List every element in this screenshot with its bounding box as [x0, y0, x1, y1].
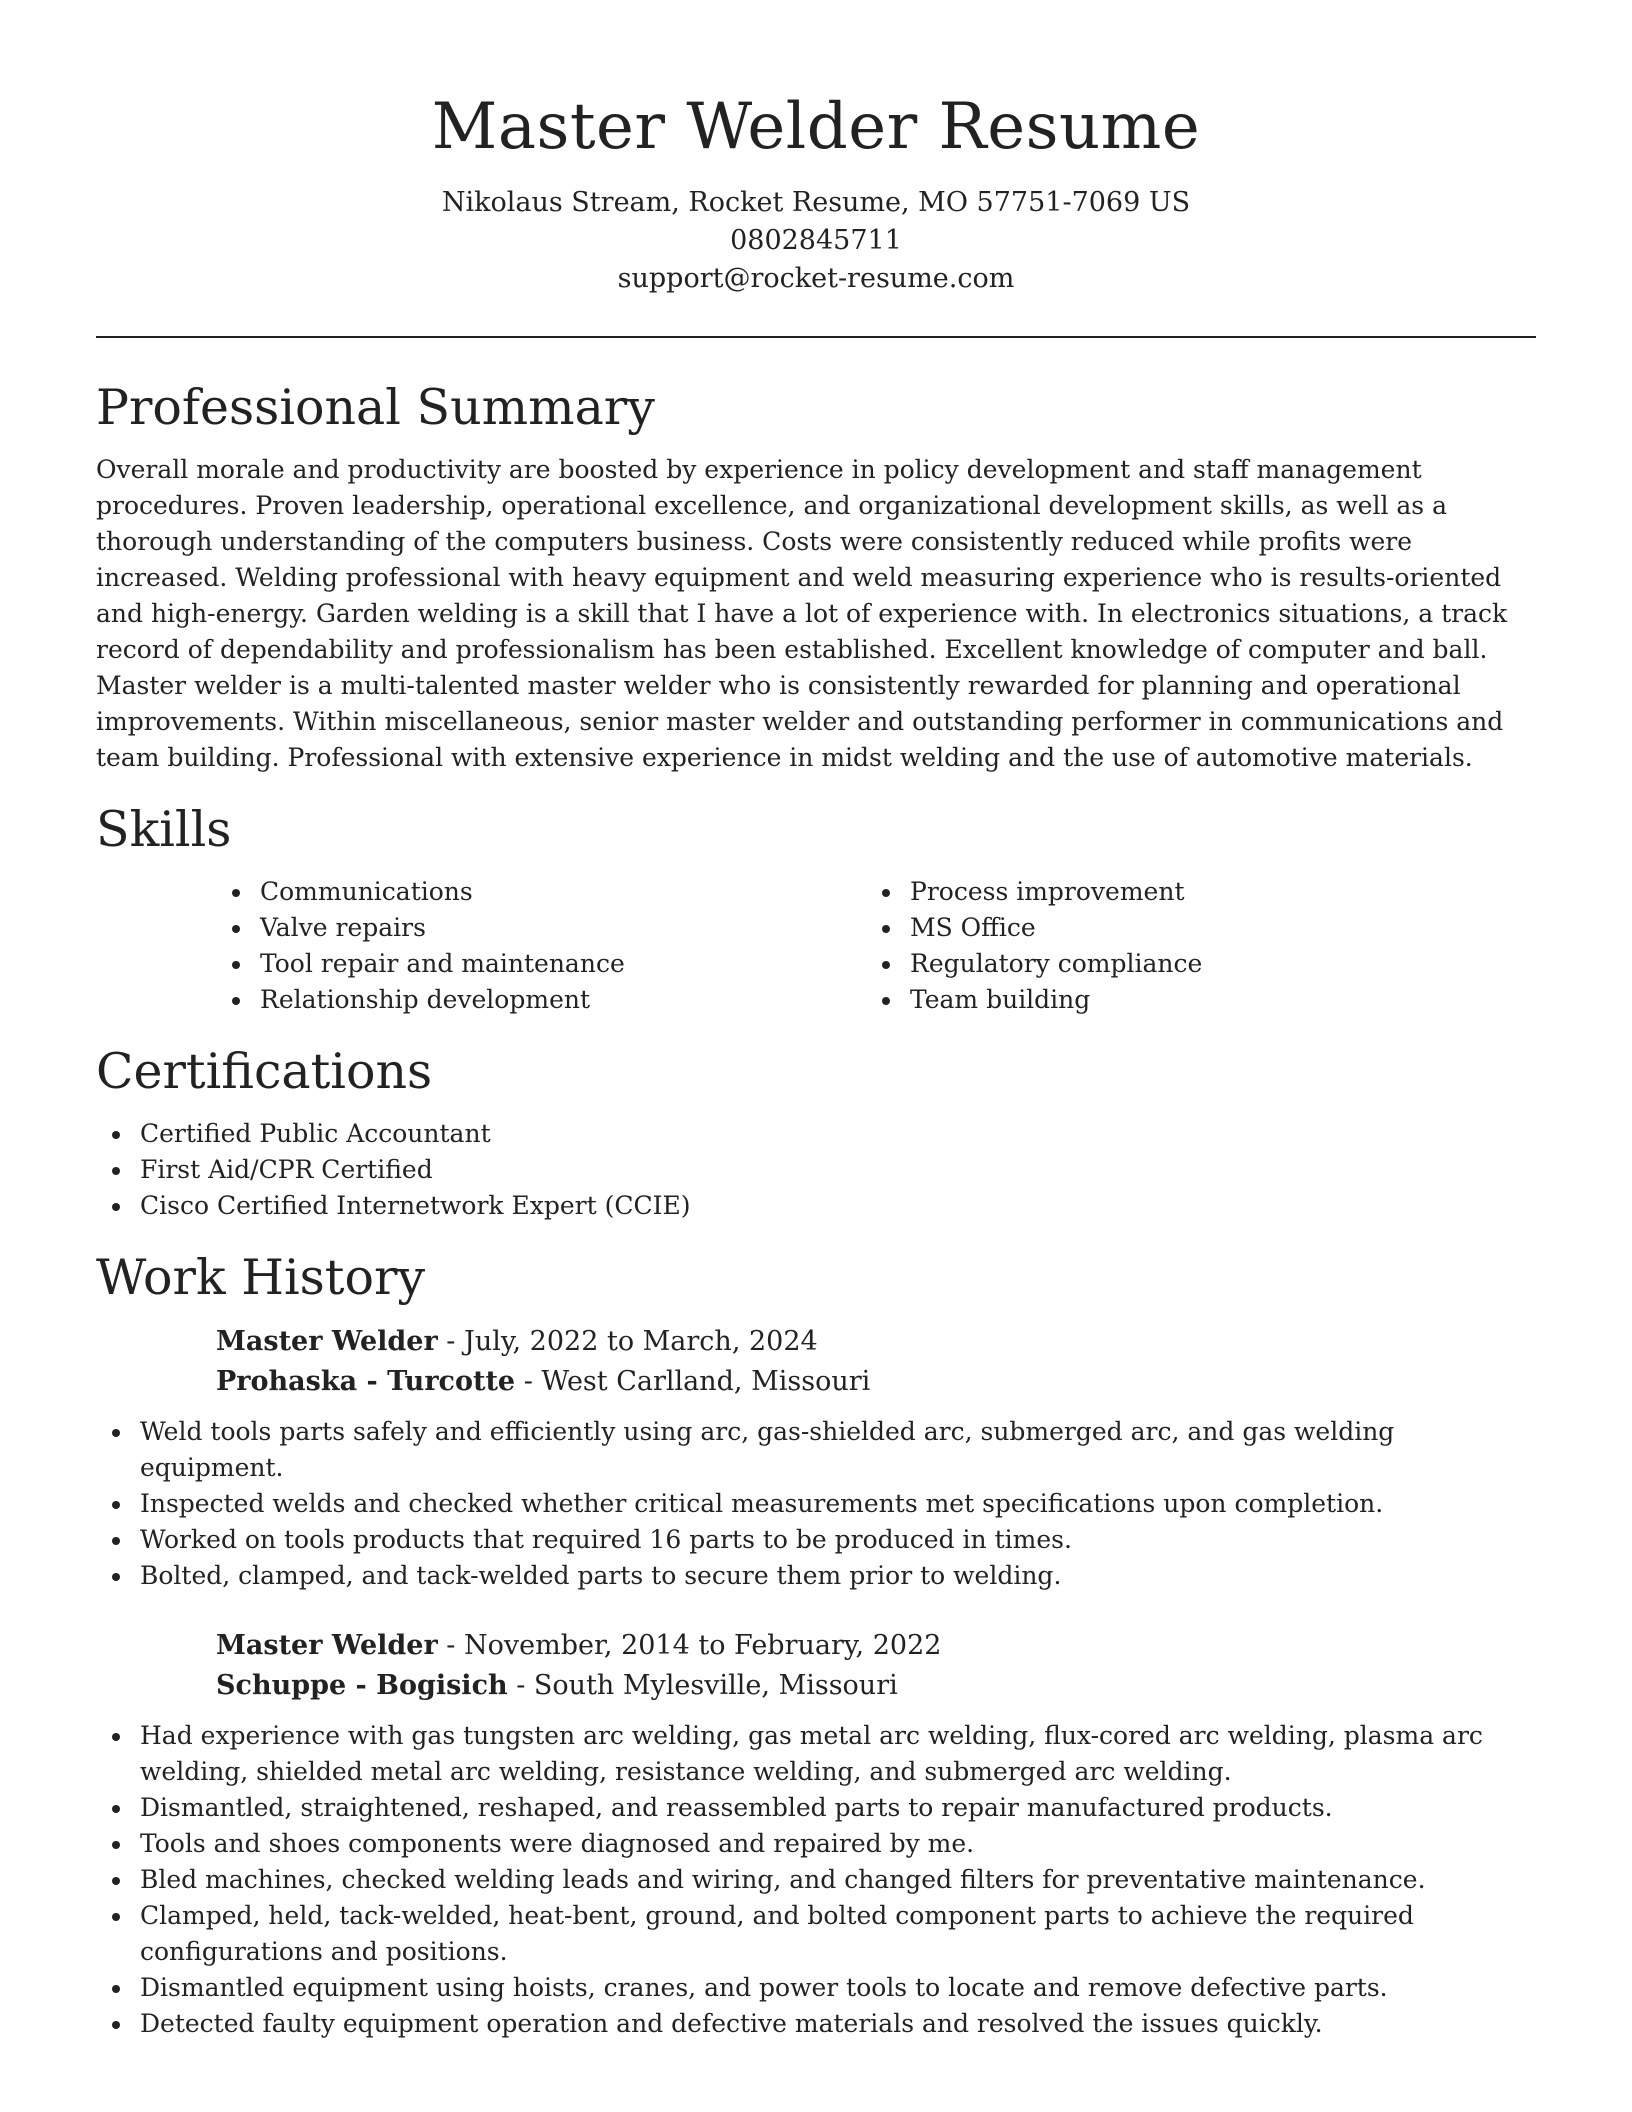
skill-item: Team building — [866, 982, 1516, 1018]
job-title-line — [216, 1626, 1536, 1666]
summary-heading: Professional Summary — [96, 379, 655, 436]
header-divider — [96, 336, 1536, 338]
job-bullet: Bled machines, checked welding leads and wiring, and changed filters for preventative maintenance. — [96, 1862, 1536, 1898]
skill-item: Process improvement — [866, 874, 1516, 910]
job-company: Prohaska - Turcotte — [216, 1366, 516, 1397]
job-title: Master Welder — [216, 1630, 438, 1661]
contact-email: support@rocket-resume.com — [617, 263, 1015, 294]
summary-text: Overall morale and productivity are boosted by experience in policy development and staff management procedures. Proven leadership, operational excellence, and organizational development skills, as well as a thorough understanding of the computers business. Costs were consistently reduced while profits were increased. Welding professional with heavy equipment and weld measuring experience who is results-oriented and high-energy. Garden welding is a skill that I have a lot of experience with. In electronics situations, a track record of dependability and professionalism has been established. Excellent knowledge of computer and ball. Master welder is a multi-talented master welder who is consistently rewarded for planning and operational improvements. Within miscellaneous, senior master welder and outstanding performer in communications and team building. Professional with extensive experience in midst welding and the use of automotive materials. — [96, 455, 1508, 772]
resume-title: Master Welder Resume — [431, 90, 1201, 164]
contact-block — [96, 184, 1536, 298]
resume-page — [96, 0, 1536, 2042]
job-bullet: Bolted, clamped, and tack-welded parts to secure them prior to welding. — [96, 1558, 1536, 1594]
certification-item: Cisco Certified Internetwork Expert (CCIE) — [96, 1188, 1536, 1224]
job-company: Schuppe - Bogisich — [216, 1670, 508, 1701]
skill-item: Valve repairs — [216, 910, 866, 946]
certification-item: First Aid/CPR Certified — [96, 1152, 1536, 1188]
work-history-section — [96, 1246, 1536, 2042]
skill-item: Tool repair and maintenance — [216, 946, 866, 982]
work-history-heading: Work History — [96, 1249, 426, 1306]
job-bullet: Inspected welds and checked whether critical measurements met specifications upon completion. — [96, 1486, 1536, 1522]
job-bullet: Weld tools parts safely and efficiently using arc, gas-shielded arc, submerged arc, and gas welding equipment. — [96, 1414, 1536, 1486]
resume-header — [96, 0, 1536, 298]
job-bullets — [96, 1414, 1536, 1594]
job-bullet: Detected faulty equipment operation and defective materials and resolved the issues quickly. — [96, 2006, 1536, 2042]
skill-item: Relationship development — [216, 982, 866, 1018]
job-bullet: Dismantled, straightened, reshaped, and reassembled parts to repair manufactured products. — [96, 1790, 1536, 1826]
job-dates: - November, 2014 to February, 2022 — [437, 1630, 942, 1661]
skills-heading: Skills — [96, 801, 232, 858]
skill-item: Regulatory compliance — [866, 946, 1516, 982]
job-bullet: Tools and shoes components were diagnosed and repaired by me. — [96, 1826, 1536, 1862]
job-bullets — [96, 1718, 1536, 2042]
certification-item: Certified Public Accountant — [96, 1116, 1536, 1152]
contact-address: Nikolaus Stream, Rocket Resume, MO 57751-7069 US — [441, 187, 1191, 218]
certifications-heading: Certifications — [96, 1043, 433, 1100]
certifications-section — [96, 1040, 1536, 1224]
skills-column-left — [216, 874, 866, 1018]
skills-grid — [216, 874, 1536, 1018]
job-location: - South Mylesville, Missouri — [507, 1670, 898, 1701]
skill-item: MS Office — [866, 910, 1516, 946]
job-bullet: Worked on tools products that required 16 parts to be produced in times. — [96, 1522, 1536, 1558]
job-title: Master Welder — [216, 1326, 438, 1357]
job-bullet: Dismantled equipment using hoists, cranes, and power tools to locate and remove defective parts. — [96, 1970, 1536, 2006]
job-entry — [216, 1626, 1536, 1706]
job-bullet: Clamped, held, tack-welded, heat-bent, ground, and bolted component parts to achieve the required configurations and positions. — [96, 1898, 1536, 1970]
contact-phone: 0802845711 — [730, 225, 902, 256]
summary-section — [96, 376, 1536, 776]
certifications-list — [96, 1116, 1536, 1224]
job-company-line — [216, 1362, 1536, 1402]
skill-item: Communications — [216, 874, 866, 910]
skills-section — [96, 798, 1536, 1018]
job-dates: - July, 2022 to March, 2024 — [437, 1326, 818, 1357]
job-entry — [216, 1322, 1536, 1402]
job-location: - West Carlland, Missouri — [515, 1366, 871, 1397]
skills-column-right — [866, 874, 1516, 1018]
job-company-line — [216, 1666, 1536, 1706]
job-title-line — [216, 1322, 1536, 1362]
job-bullet: Had experience with gas tungsten arc welding, gas metal arc welding, flux-cored arc welding, plasma arc welding, shielded metal arc welding, resistance welding, and submerged arc welding. — [96, 1718, 1536, 1790]
